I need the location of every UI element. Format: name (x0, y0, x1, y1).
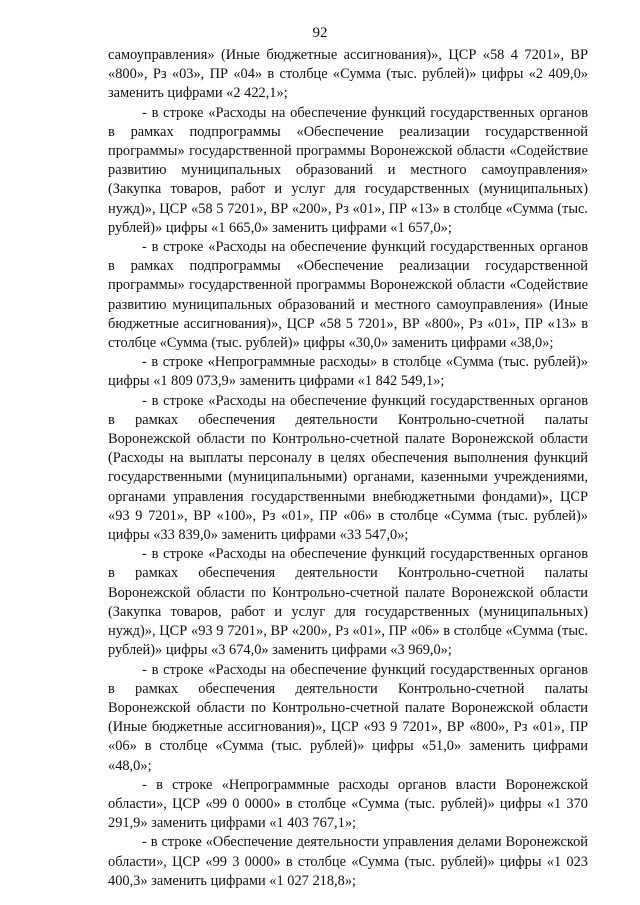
paragraph-amendment: - в строке «Расходы на обеспечение функций государственных органов в рамках обеспечения деятельности Контрольно-счетной палаты Воронежской области по Контрольно-счетной палате Воронежской области (Иные бюджетные ассигнования)», ЦСР «93 9 7201», ВР «800», Рз «01», ПР «06» в столбце «Сумма (тыс. рублей)» цифры «51,0» заменить цифрами «48,0»; (108, 661, 588, 774)
paragraph-amendment: - в строке «Расходы на обеспечение функций государственных органов в рамках обеспечения деятельности Контрольно-счетной палаты Воронежской области по Контрольно-счетной палате Воронежской области (Расходы на выплаты персоналу в целях обеспечения выполнения функций государственными (муниципальными) органами, казенными учреждениями, органами управления государственными внебюджетными фондами)», ЦСР «93 9 7201», ВР «100», Рз «01», ПР «06» в столбце «Сумма (тыс. рублей)» цифры «33 839,0» заменить цифрами «33 547,0»; (108, 392, 588, 544)
paragraph-amendment: - в строке «Расходы на обеспечение функций государственных органов в рамках обеспечения деятельности Контрольно-счетной палаты Воронежской области по Контрольно-счетной палате Воронежской области (Закупка товаров, работ и услуг для государственных (муниципальных) нужд)», ЦСР «93 9 7201», ВР «200», Рз «01», ПР «06» в столбце «Сумма (тыс. рублей)» цифры «3 674,0» заменить цифрами «3 969,0»; (108, 546, 588, 659)
paragraph-amendment: - в строке «Расходы на обеспечение функций государственных органов в рамках подпрограммы «Обеспечение реализации государственной программы» государственной программы Воронежской области «Содействие развитию муниципальных образований и местного самоуправления» (Закупка товаров, работ и услуг для государственных (муниципальных) нужд)», ЦСР «58 5 7201», ВР «200», Рз «01», ПР «13» в столбце «Сумма (тыс. рублей)» цифры «1 665,0» заменить цифрами «1 657,0»; (108, 104, 588, 236)
paragraph-amendment: - в строке «Расходы на обеспечение функций государственных органов в рамках подпрограммы «Обеспечение реализации государственной программы» государственной программы Воронежской области «Содействие развитию муниципальных образований и местного самоуправления» (Иные бюджетные ассигнования)», ЦСР «58 5 7201», ВР «800», Рз «01», ПР «13» в столбце «Сумма (тыс. рублей)» цифры «30,0» заменить цифрами «38,0»; (108, 239, 588, 352)
page-number: 92 (312, 25, 328, 41)
paragraph-amendment: - в строке «Непрограммные расходы органов власти Воронежской области», ЦСР «99 0 0000» в столбце «Сумма (тыс. рублей)» цифры «1 370 291,9» заменить цифрами «1 403 767,1»; (108, 776, 588, 832)
paragraph-amendment: - в строке «Обеспечение деятельности управления делами Воронежской области», ЦСР «99 3 0000» в столбце «Сумма (тыс. рублей)» цифры «1 023 400,3» заменить цифрами «1 027 218,8»; (108, 834, 588, 889)
paragraph-amendment: - в строке «Непрограммные расходы» в столбце «Сумма (тыс. рублей)» цифры «1 809 073,9» заменить цифрами «1 842 549,1»; (108, 354, 588, 390)
document-body (108, 46, 588, 891)
paragraph-continuation: самоуправления» (Иные бюджетные ассигнования)», ЦСР «58 4 7201», ВР «800», Рз «03», ПР «04» в столбце «Сумма (тыс. рублей)» цифры «2 409,0» заменить цифрами «2 422,1»; (108, 47, 588, 102)
